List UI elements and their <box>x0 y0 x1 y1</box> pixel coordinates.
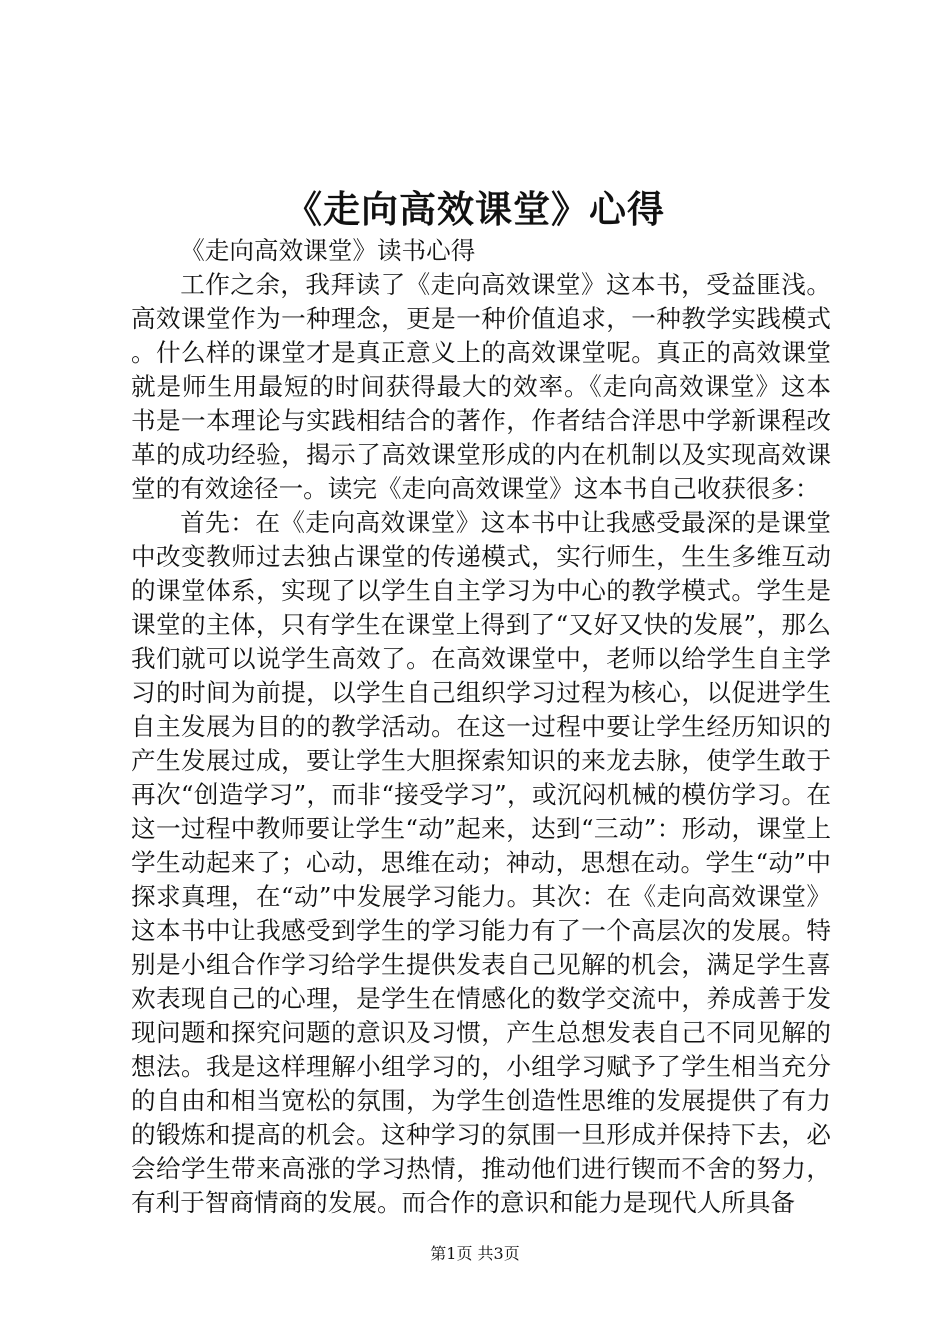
page-number-footer: 第1页 共3页 <box>430 1244 520 1263</box>
document-subtitle: 《走向高效课堂》读书心得 <box>180 236 476 265</box>
document-body <box>131 234 831 1220</box>
paragraph-intro: 工作之余，我拜读了《走向高效课堂》这本书，受益匪浅。高效课堂作为一种理念，更是一种价值追求，一种教学实践模式。什么样的课堂才是真正意义上的高效课堂呢。真正的高效课堂就是师生用最短的时间获得最大的效率。《走向高效课堂》这本书是一本理论与实践相结合的著作，作者结合洋思中学新课程改革的成功经验，揭示了高效课堂形成的内在机制以及实现高效课堂的有效途径一。读完《走向高效课堂》这本书自己收获很多： <box>131 270 831 503</box>
document-title: 《走向高效课堂》心得 <box>285 187 665 231</box>
paragraph-main: 首先：在《走向高效课堂》这本书中让我感受最深的是课堂中改变教师过去独占课堂的传递模式，实行师生，生生多维互动的课堂体系，实现了以学生自主学习为中心的教学模式。学生是课堂的主体，只有学生在课堂上得到了“又好又快的发展”，那么我们就可以说学生高效了。在高效课堂中，老师以给学生自主学习的时间为前提，以学生自己组织学习过程为核心，以促进学生自主发展为目的的教学活动。在这一过程中要让学生经历知识的产生发展过成，要让学生大胆探索知识的来龙去脉，使学生敢于再次“创造学习”，而非“接受学习”，或沉闷机械的模仿学习。在这一过程中教师要让学生“动”起来，达到“三动”：形动，课堂上学生动起来了；心动，思维在动；神动，思想在动。学生“动”中探求真理，在“动”中发展学习能力。其次：在《走向高效课堂》这本书中让我感受到学生的学习能力有了一个高层次的发展。特别是小组合作学习给学生提供发表自己见解的机会，满足学生喜欢表现自己的心理，是学生在情感化的数学交流中，养成善于发现问题和探究问题的意识及习惯，产生总想发表自己不同见解的想法。我是这样理解小组学习的，小组学习赋予了学生相当充分的自由和相当宽松的氛围，为学生创造性思维的发展提供了有力的锻炼和提高的机会。这种学习的氛围一旦形成并保持下去，必会给学生带来高涨的学习热情，推动他们进行锲而不舍的努力，有利于智商情商的发展。而合作的意识和能力是现代人所具备 <box>131 508 831 1217</box>
